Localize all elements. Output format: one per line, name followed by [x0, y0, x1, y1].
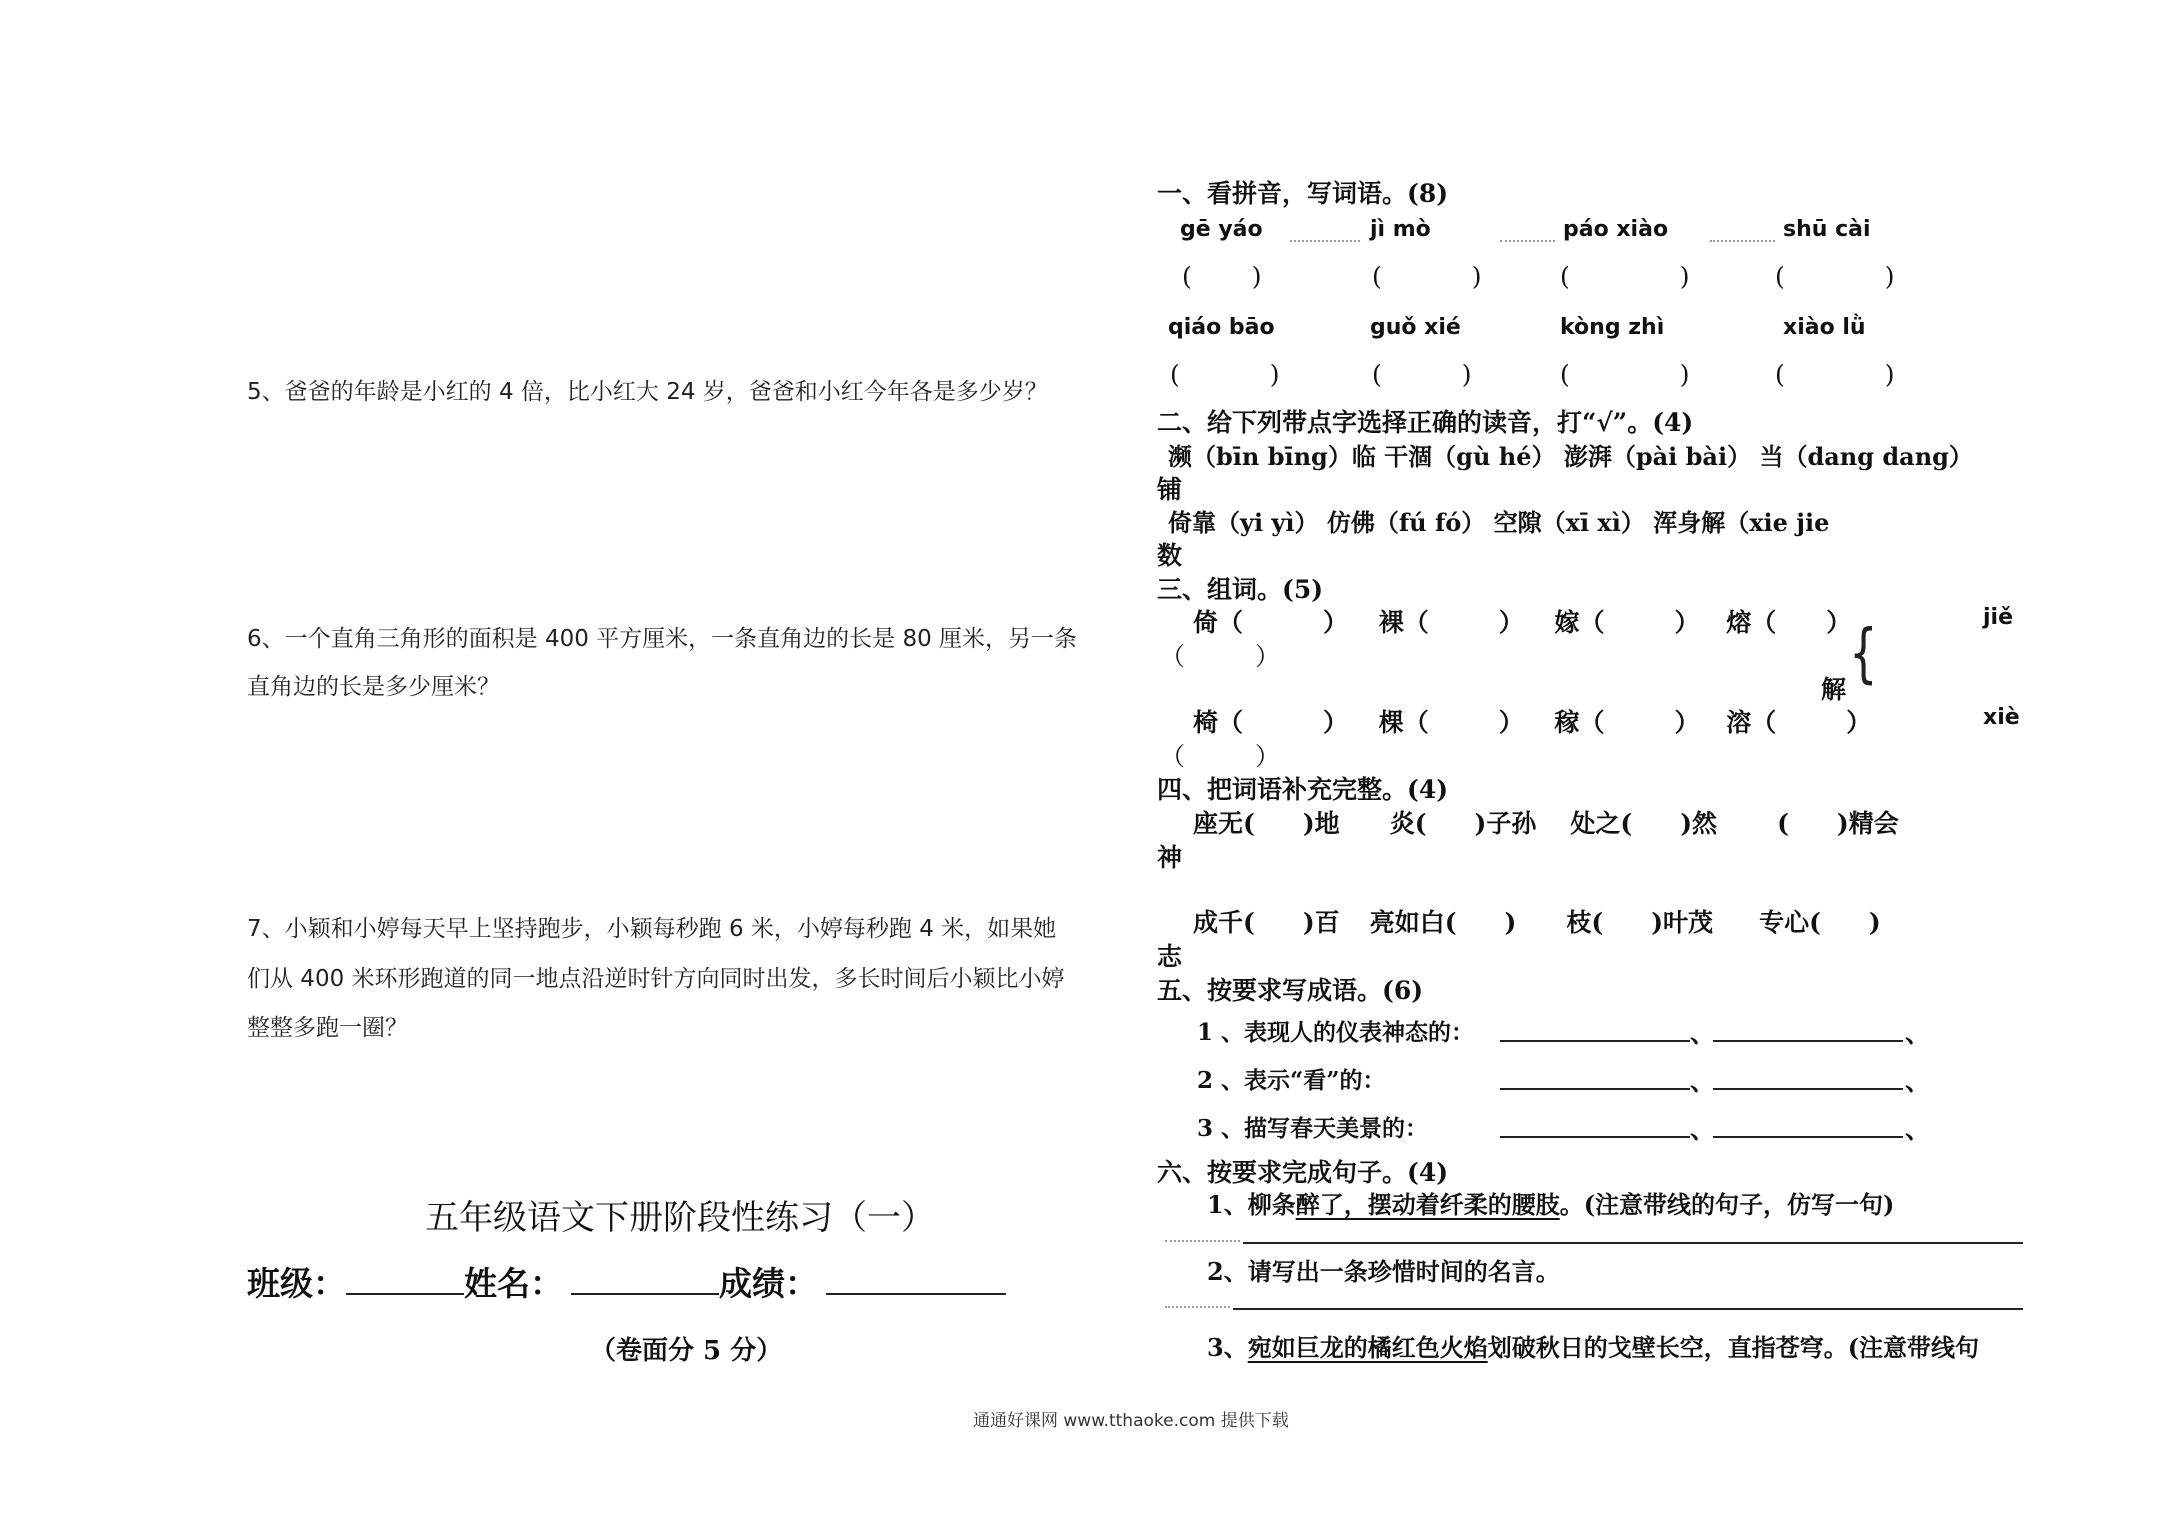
- sentence-task-2: 2、请写出一条珍惜时间的名言。: [1207, 1257, 1560, 1286]
- pinyin-2-2: guǒ xié: [1370, 315, 1461, 340]
- pinyin-xie: xiè: [1983, 705, 2020, 730]
- separator: 、: [1690, 1019, 1716, 1048]
- section-3-heading: 三、组词。(5): [1157, 575, 1324, 604]
- section-1-heading: 一、看拼音，写词语。(8): [1157, 179, 1449, 208]
- dot-leader: [1710, 240, 1775, 242]
- dot-leader: [1165, 1240, 1240, 1242]
- student-info-row: [247, 1258, 1006, 1305]
- question-6-line-1: 6、一个直角三角形的面积是 400 平方厘米，一条直角边的长是 80 厘米，另一条: [247, 626, 1078, 652]
- idiom-row-1-wrap: 神: [1157, 843, 1183, 872]
- brace-icon: {: [1849, 617, 1878, 691]
- answer-paren-1-2[interactable]: ( ): [1372, 262, 1482, 291]
- answer-line[interactable]: [1713, 1136, 1903, 1138]
- pinyin-1-3: páo xiào: [1563, 217, 1669, 242]
- question-6-line-2: 直角边的长是多少厘米？: [247, 674, 500, 700]
- name-label: 姓名：: [464, 1264, 563, 1303]
- score-field[interactable]: [826, 1267, 1006, 1295]
- answer-paren-1-4[interactable]: ( ): [1775, 262, 1895, 291]
- question-5: 5、爸爸的年龄是小红的 4 倍，比小红大 24 岁，爸爸和小红今年各是多少岁？: [247, 379, 1048, 405]
- answer-line[interactable]: [1500, 1088, 1690, 1090]
- word-group-wrap-1[interactable]: （ ）: [1160, 642, 1281, 671]
- polyphone-char: 解: [1821, 675, 1847, 704]
- pronunciation-line-1: 濒（bīn bīng）临 干涸（gù hé） 澎湃（pài bài） 当（dang dang）: [1168, 442, 1973, 471]
- idiom-row-1: 座无( )地 炎( )子孙 处之( )然 ( )精会: [1193, 809, 1899, 838]
- name-field[interactable]: [571, 1267, 719, 1295]
- word-group-row-2: 椅（ ） 棵（ ） 稼（ ） 溶（ ）: [1193, 708, 1872, 737]
- pinyin-1-1: gē yáo: [1180, 217, 1263, 242]
- answer-line[interactable]: [1233, 1308, 2023, 1310]
- answer-paren-1-3[interactable]: ( ): [1560, 262, 1690, 291]
- pinyin-2-1: qiáo bāo: [1168, 315, 1275, 340]
- question-7-line-3: 整整多跑一圈？: [247, 1015, 408, 1041]
- sentence-task-3: 3、宛如巨龙的橘红色火焰划破秋日的戈壁长空，直指苍穹。(注意带线句: [1207, 1333, 1980, 1362]
- separator: 、: [1690, 1115, 1716, 1144]
- idiom-task-2: 2 、表示“看”的：: [1197, 1067, 1386, 1094]
- idiom-row-2: 成千( )百 亮如白( ) 枝( )叶茂 专心( ): [1193, 908, 1881, 937]
- answer-paren-2-1[interactable]: ( ): [1170, 360, 1280, 389]
- class-field[interactable]: [346, 1267, 464, 1295]
- pronunciation-line-1-wrap: 铺: [1157, 475, 1183, 504]
- class-label: 班级：: [247, 1264, 346, 1303]
- dot-leader: [1165, 1306, 1230, 1308]
- separator: 、: [1905, 1019, 1931, 1048]
- idiom-task-3: 3 、描写春天美景的：: [1197, 1115, 1429, 1142]
- word-group-row-1: 倚（ ） 裸（ ） 嫁（ ） 熔（ ）: [1193, 608, 1852, 637]
- answer-paren-1-1[interactable]: ( ): [1182, 262, 1262, 291]
- idiom-task-1: 1 、表现人的仪表神态的：: [1197, 1019, 1475, 1046]
- sentence-task-1: 1、柳条醉了，摆动着纤柔的腰肢。(注意带线的句子，仿写一句): [1207, 1190, 1895, 1219]
- dot-leader: [1290, 240, 1360, 242]
- question-7-line-2: 们从 400 米环形跑道的同一地点沿逆时针方向同时出发，多长时间后小颖比小婷: [247, 966, 1065, 992]
- question-7-line-1: 7、小颖和小婷每天早上坚持跑步，小颖每秒跑 6 米，小婷每秒跑 4 米，如果她: [247, 916, 1057, 942]
- separator: 、: [1905, 1067, 1931, 1096]
- section-6-heading: 六、按要求完成句子。(4): [1157, 1158, 1449, 1187]
- pinyin-1-4: shū cài: [1783, 217, 1871, 242]
- pinyin-2-4: xiào lǜ: [1783, 315, 1866, 340]
- score-label: 成绩：: [719, 1264, 818, 1303]
- pinyin-1-2: jì mò: [1370, 217, 1431, 242]
- exam-title: 五年级语文下册阶段性练习（一）: [425, 1198, 935, 1238]
- answer-line[interactable]: [1243, 1242, 2023, 1244]
- answer-paren-2-3[interactable]: ( ): [1560, 360, 1690, 389]
- answer-line[interactable]: [1500, 1136, 1690, 1138]
- separator: 、: [1905, 1115, 1931, 1144]
- pronunciation-line-2: 倚靠（yi yì） 仿佛（fú fó） 空隙（xī xì） 浑身解（xie jie: [1168, 508, 1830, 537]
- section-2-heading: 二、给下列带点字选择正确的读音，打“√”。(4): [1157, 408, 1694, 437]
- footer-source: 通通好课网 www.tthaoke.com 提供下载: [973, 1411, 1289, 1431]
- answer-paren-2-4[interactable]: ( ): [1775, 360, 1895, 389]
- answer-line[interactable]: [1713, 1040, 1903, 1042]
- word-group-wrap-2[interactable]: （ ）: [1160, 742, 1281, 771]
- idiom-row-2-wrap: 志: [1157, 942, 1183, 971]
- pinyin-2-3: kòng zhì: [1560, 315, 1665, 340]
- separator: 、: [1690, 1067, 1716, 1096]
- answer-line[interactable]: [1713, 1088, 1903, 1090]
- section-4-heading: 四、把词语补充完整。(4): [1157, 775, 1449, 804]
- dot-leader: [1500, 240, 1555, 242]
- answer-paren-2-2[interactable]: ( ): [1372, 360, 1472, 389]
- neatness-note: （卷面分 5 分）: [590, 1336, 783, 1366]
- answer-line[interactable]: [1500, 1040, 1690, 1042]
- pronunciation-line-2-wrap: 数: [1157, 541, 1183, 570]
- section-5-heading: 五、按要求写成语。(6): [1157, 976, 1424, 1005]
- pinyin-jie: jiě: [1983, 605, 2014, 630]
